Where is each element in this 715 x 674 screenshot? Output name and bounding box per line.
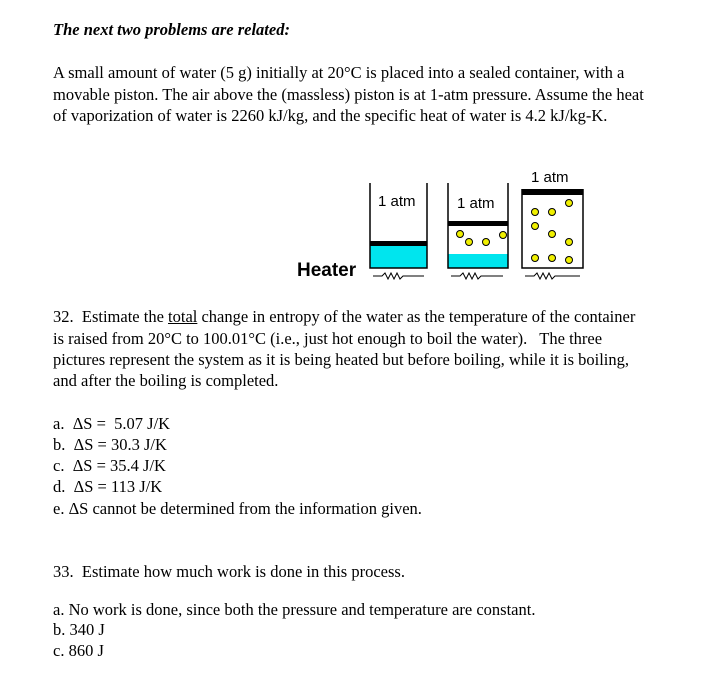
q32-option-a: a. ΔS = 5.07 J/K [53, 414, 171, 433]
q32-text: 32. Estimate the [53, 307, 169, 326]
q33-question: 33. Estimate how much work is done in this process. [53, 562, 405, 581]
heater-label: Heater [297, 260, 357, 281]
container-vapor [522, 169, 583, 268]
q32-line [53, 307, 635, 327]
container-heating [370, 183, 427, 268]
q32-line: is raised from 20°C to 100.01°C (i.e., just hot enough to boil the water). The three [53, 329, 603, 348]
q32-option-b: b. ΔS = 30.3 J/K [53, 435, 167, 454]
q33-option-c: c. 860 J [53, 641, 104, 660]
q32-option-c: c. ΔS = 35.4 J/K [53, 456, 166, 475]
intro-line: of vaporization of water is 2260 kJ/kg, and the specific heat of water is 4.2 kJ/kg-K. [53, 106, 608, 125]
q32-line: and after the boiling is completed. [53, 371, 279, 390]
pressure-label: 1 atm [531, 169, 569, 186]
q32-option-e: e. ΔS cannot be determined from the information given. [53, 499, 422, 518]
intro-line: A small amount of water (5 g) initially at 20°C is placed into a sealed container, with a [53, 63, 625, 82]
q33-option-a: a. No work is done, since both the pressure and temperature are constant. [53, 600, 536, 619]
q32-option-d: d. ΔS = 113 J/K [53, 477, 163, 496]
q32-line: pictures represent the system as it is being heated but before boiling, while it is boiling, [53, 350, 630, 369]
pressure-label: 1 atm [378, 193, 416, 210]
q33-option-b: b. 340 J [53, 620, 105, 639]
pressure-label: 1 atm [457, 195, 495, 212]
q32-underlined: total [168, 307, 198, 326]
container-boiling [448, 183, 508, 268]
heater-coils [373, 273, 580, 279]
heading: The next two problems are related: [53, 20, 290, 39]
q32-text: change in entropy of the water as the temperature of the container [197, 307, 636, 326]
intro-line: movable piston. The air above the (massless) piston is at 1-atm pressure. Assume the heat [53, 85, 644, 104]
